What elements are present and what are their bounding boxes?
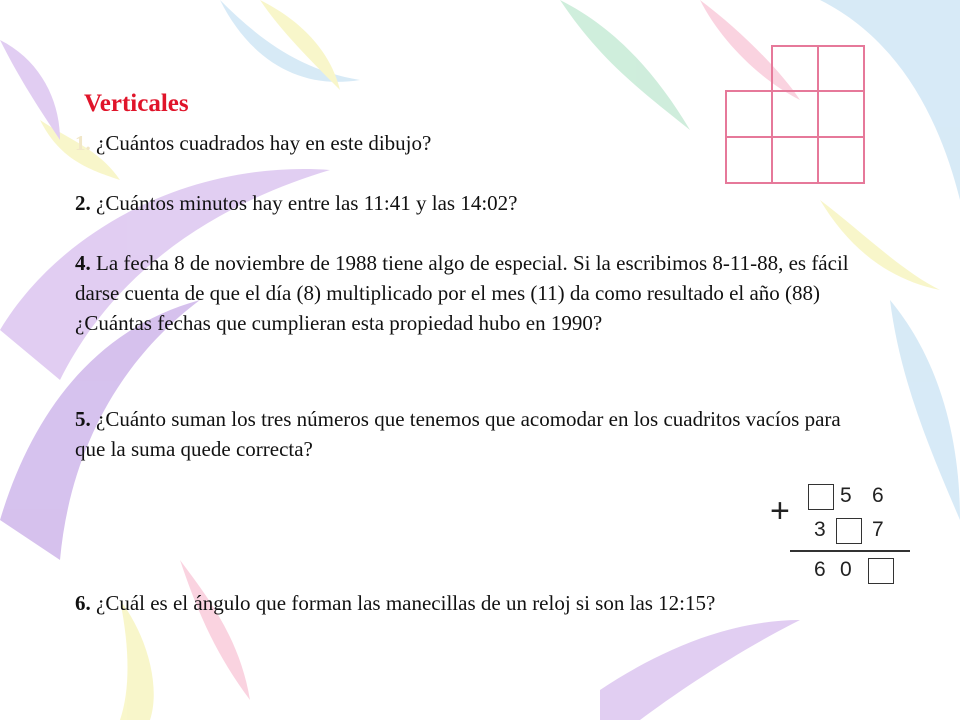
digit: 6 — [872, 484, 884, 507]
digit: 0 — [840, 558, 852, 581]
section-title: Verticales — [84, 90, 189, 117]
digit: 7 — [872, 518, 884, 541]
plus-sign: + — [770, 492, 790, 530]
question-text: La fecha 8 de noviembre de 1988 tiene algo de especial. Si la escribimos 8-11-88, es fácil darse cuenta de que el día (8) multiplicado por el mes (11) da como resultado el año (88) ¿Cuántas fechas que cumplieran esta propiedad hubo en 1990? — [75, 251, 849, 335]
question-text: ¿Cuánto suman los tres números que tenemos que acomodar en los cuadritos vacíos para que la suma quede correcta? — [75, 407, 841, 461]
digit: 5 — [840, 484, 852, 507]
question-number: 4. — [75, 251, 91, 275]
empty-box[interactable] — [836, 518, 862, 544]
grid-square — [772, 91, 818, 137]
question-number: 5. — [75, 407, 91, 431]
grid-square — [818, 137, 864, 183]
question-text: ¿Cuántos cuadrados hay en este dibujo? — [96, 131, 432, 155]
empty-box[interactable] — [808, 484, 834, 510]
question-number: 6. — [75, 591, 91, 615]
question-number: 2. — [75, 191, 91, 215]
addition-puzzle — [770, 478, 920, 588]
question-text: ¿Cuántos minutos hay entre las 11:41 y las 14:02? — [90, 191, 518, 215]
grid-square — [772, 137, 818, 183]
grid-square — [726, 91, 772, 137]
grid-square — [818, 91, 864, 137]
digit: 6 — [814, 558, 826, 581]
digit: 3 — [814, 518, 826, 541]
grid-square — [772, 46, 818, 91]
empty-box[interactable] — [868, 558, 894, 584]
question-text: ¿Cuál es el ángulo que forman las manecillas de un reloj si son las 12:15? — [90, 591, 716, 615]
question-number: 1. — [75, 131, 91, 155]
grid-square — [726, 137, 772, 183]
sum-line — [790, 550, 910, 552]
grid-square — [818, 46, 864, 91]
